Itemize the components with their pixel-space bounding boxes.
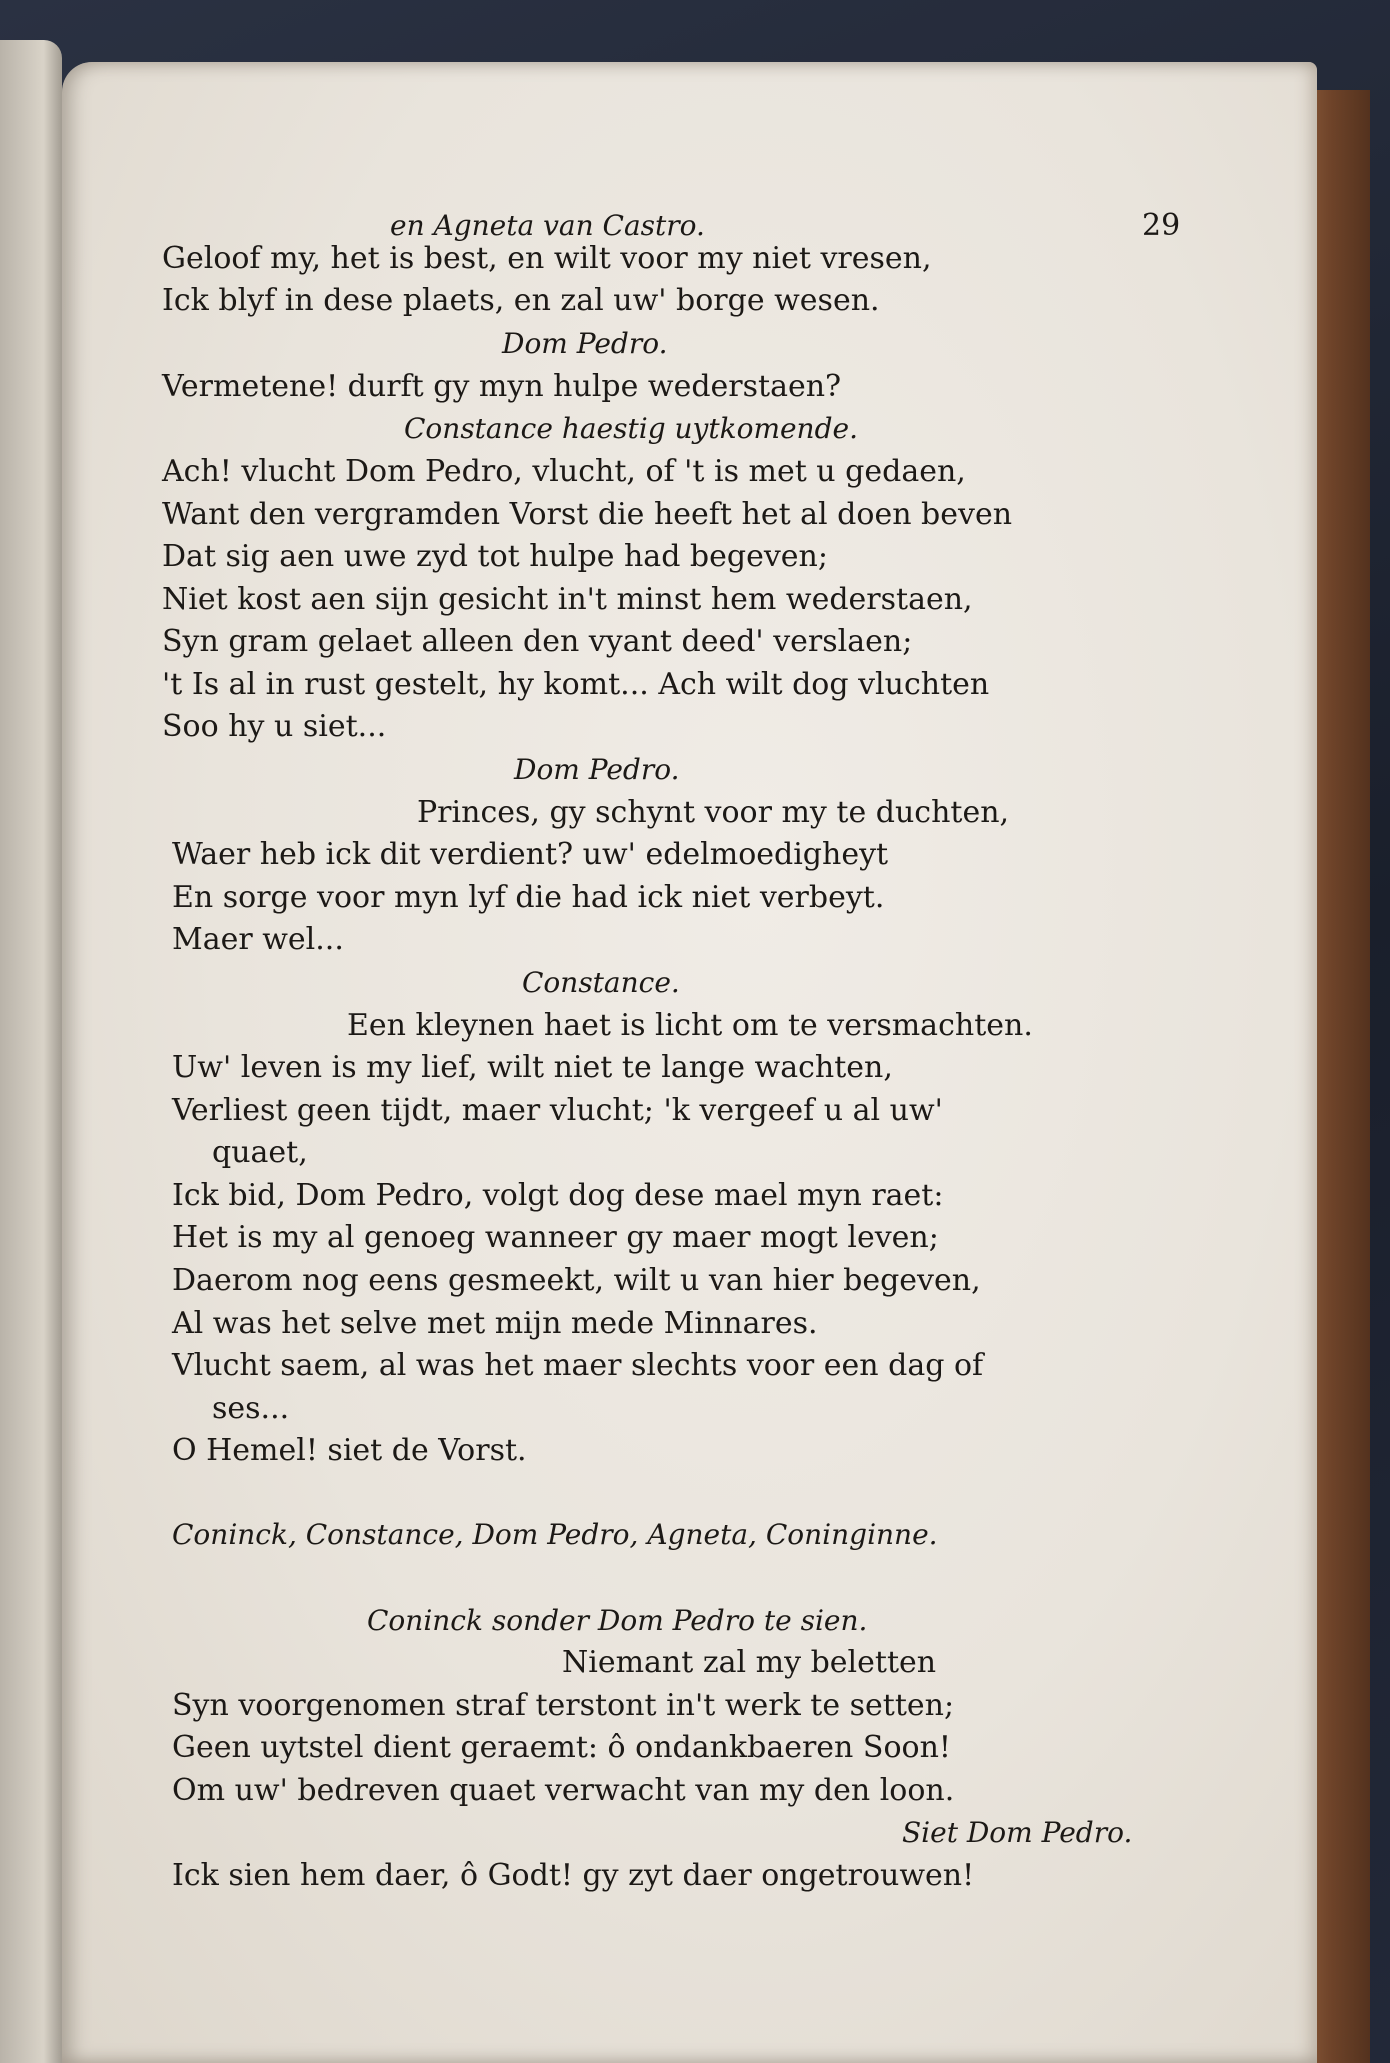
verse-line-continuation: ses... [212, 1391, 290, 1426]
verse-line: Ick bid, Dom Pedro, volgt dog dese mael myn raet: [172, 1178, 944, 1213]
verse-line: Syn voorgenomen straf terstont in't werk te setten; [172, 1688, 955, 1723]
verse-line: Al was het selve met mijn mede Minnares. [172, 1306, 818, 1341]
book-page [62, 62, 1317, 2063]
verse-line: Soo hy u siet... [162, 709, 387, 744]
verse-line: Dat sig aen uwe zyd tot hulpe had begeven; [162, 539, 828, 574]
verse-line: En sorge voor myn lyf die had ick niet verbeyt. [172, 880, 885, 915]
verse-line: Maer wel... [172, 922, 344, 957]
verse-line: Syn gram gelaet alleen den vyant deed' verslaen; [162, 624, 913, 659]
verse-line: Het is my al genoeg wanneer gy maer mogt leven; [172, 1220, 939, 1255]
verse-line: Om uw' bedreven quaet verwacht van my den loon. [172, 1773, 955, 1808]
stage-direction: Constance haestig uytkomende. [404, 412, 858, 445]
left-page-edge [0, 40, 62, 2063]
verse-line: Niemant zal my beletten [562, 1645, 937, 1680]
speaker-heading: Constance. [522, 966, 680, 999]
verse-line: Geen uytstel dient geraemt: ô ondankbaeren Soon! [172, 1730, 951, 1765]
stage-direction: Siet Dom Pedro. [902, 1816, 1133, 1849]
stage-direction: Coninck sonder Dom Pedro te sien. [367, 1604, 868, 1637]
page-number: 29 [1142, 208, 1181, 243]
verse-line: Niet kost aen sijn gesicht in't minst hem wederstaen, [162, 582, 973, 617]
verse-line-continuation: quaet, [212, 1135, 308, 1170]
verse-line: O Hemel! siet de Vorst. [172, 1433, 527, 1468]
verse-line: Waer heb ick dit verdient? uw' edelmoedigheyt [172, 837, 889, 872]
scene-characters: Coninck, Constance, Dom Pedro, Agneta, Coninginne. [172, 1518, 938, 1551]
speaker-heading: Dom Pedro. [502, 327, 668, 360]
verse-line: Een kleynen haet is licht om te versmachten. [347, 1008, 1033, 1043]
verse-line: Ach! vlucht Dom Pedro, vlucht, of 't is met u gedaen, [162, 454, 966, 489]
verse-line: Ick sien hem daer, ô Godt! gy zyt daer ongetrouwen! [172, 1858, 975, 1893]
verse-line: Verliest geen tijdt, maer vlucht; 'k vergeef u al uw' [172, 1093, 943, 1128]
verse-line: 't Is al in rust gestelt, hy komt... Ach wilt dog vluchten [162, 667, 990, 702]
verse-line: Daerom nog eens gesmeekt, wilt u van hier begeven, [172, 1263, 981, 1298]
speaker-heading: Dom Pedro. [514, 753, 680, 786]
verse-line: Vlucht saem, al was het maer slechts voor een dag of [172, 1348, 984, 1383]
verse-line: Vermetene! durft gy myn hulpe wederstaen? [162, 369, 842, 404]
verse-line: Geloof my, het is best, en wilt voor my niet vresen, [162, 241, 932, 276]
verse-line: Uw' leven is my lief, wilt niet te lange wachten, [172, 1050, 893, 1085]
running-title: en Agneta van Castro. [390, 209, 705, 242]
verse-line: Want den vergramden Vorst die heeft het al doen beven [162, 497, 1013, 532]
verse-line: Ick blyf in dese plaets, en zal uw' borge wesen. [162, 283, 880, 318]
verse-line: Princes, gy schynt voor my te duchten, [417, 795, 1010, 830]
